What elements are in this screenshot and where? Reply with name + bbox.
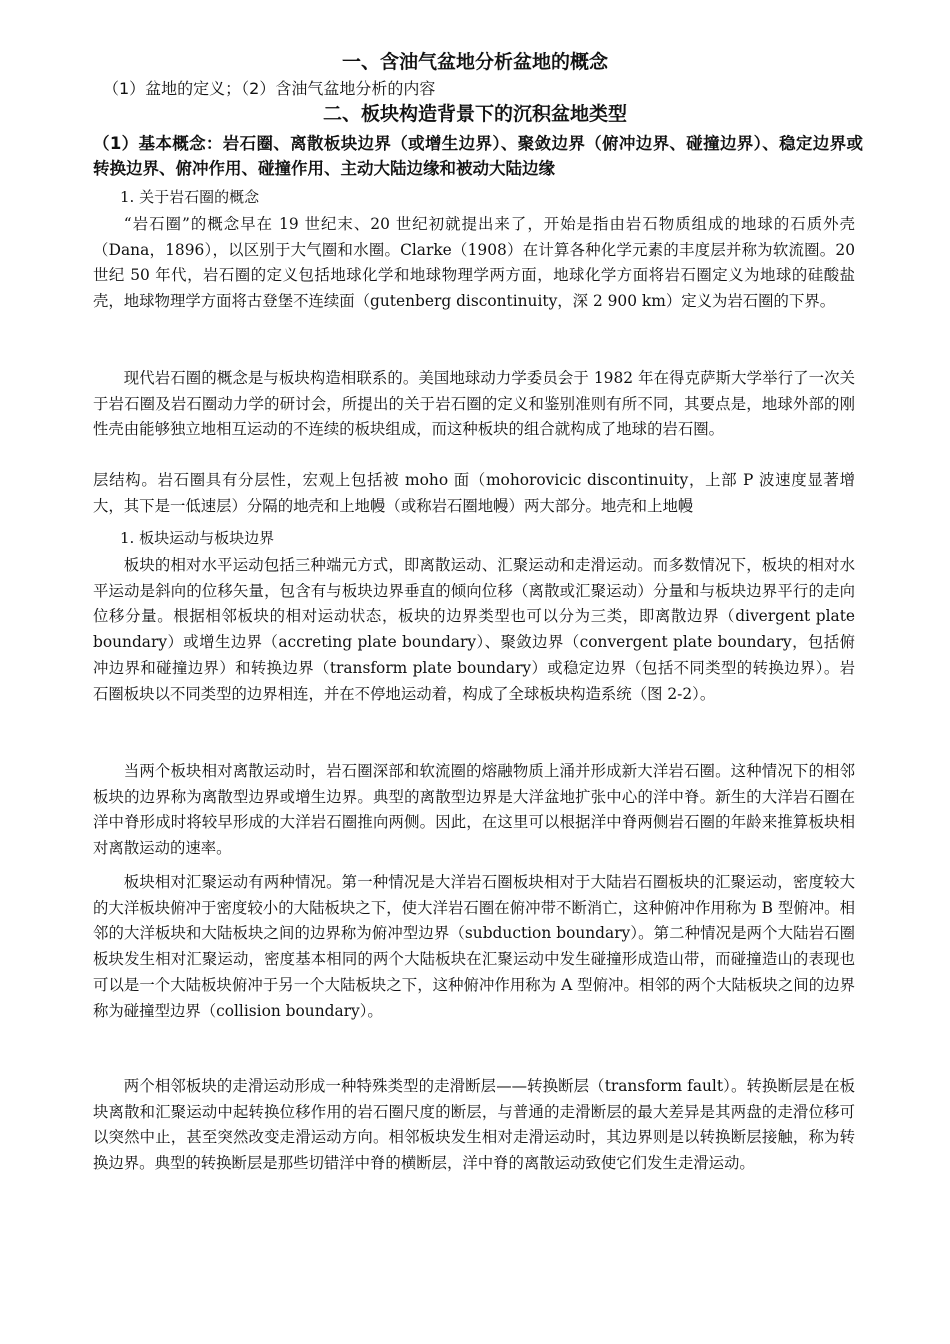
paragraph-transform-boundary: 两个相邻板块的走滑运动形成一种特殊类型的走滑断层——转换断层（transform fault）。转换断层是在板块离散和汇聚运动中起转换位移作用的岩石圈尺度的断层，与普通的走滑断层的最大差异是其两盘的走滑位移可以突然中止，甚至突然改变走滑运动方向。相邻板块发生相对走滑运动时，其边界则是以转换断层接触，称为转换边界。典型的转换断层是那些切错洋中脊的横断层，洋中脊的离散运动致使它们发生走滑运动。 <box>93 1077 855 1173</box>
subtitle-basin-definition: （1）盆地的定义；（2）含油气盆地分析的内容 <box>103 79 436 98</box>
paragraph-divergent-boundary: 当两个板块相对离散运动时，岩石圈深部和软流圈的熔融物质上涌并形成新大洋岩石圈。这种情况下的相邻板块的边界称为离散型边界或增生边界。典型的离散型边界是大洋盆地扩张中心的洋中脊。新生的大洋岩石圈在洋中脊形成时将较早形成的大洋岩石圈推向两侧。因此，在这里可以根据洋中脊两侧岩石圈的年龄来推算板块相对离散运动的速率。 <box>93 762 855 858</box>
paragraph-layer-structure: 层结构。岩石圈具有分层性，宏观上包括被 moho 面（mohorovicic discontinuity，上部 P 波速度显著增大，其下是一低速层）分隔的地壳和上地幔（或称岩石圈地幔）两大部分。地壳和上地幔 <box>93 471 855 515</box>
paragraph-plate-motion: 板块的相对水平运动包括三种端元方式，即离散运动、汇聚运动和走滑运动。而多数情况下，板块的相对水平运动是斜向的位移矢量，包含有与板块边界垂直的倾向位移（离散或汇聚运动）分量和与板块边界平行的走向位移分量。根据相邻板块的相对运动状态，板块的边界类型也可以分为三类，即离散边界（divergent plate boundary）或增生边界（accreting plate boundary）、聚敛边界（convergent plate boundary，包括俯冲边界和碰撞边界）和转换边界（transform plate boundary）或稳定边界（包括不同类型的转换边界）。岩石圈板块以不同类型的边界相连，并在不停地运动着，构成了全球板块构造系统（图 2-2）。 <box>93 556 855 703</box>
section-heading-lithosphere: 1. 关于岩石圈的概念 <box>120 188 260 206</box>
section-heading-plate-boundaries: 1. 板块运动与板块边界 <box>120 529 275 547</box>
paragraph-convergent-boundary: 板块相对汇聚运动有两种情况。第一种情况是大洋岩石圈板块相对于大陆岩石圈板块的汇聚运动，密度较大的大洋板块俯冲于密度较小的大陆板块之下，使大洋岩石圈在俯冲带不断消亡，这种俯冲作用称为 B 型俯冲。相邻的大洋板块和大陆板块之间的边界称为俯冲型边界（subduction boundary）。第二种情况是两个大陆岩石圈板块发生相对汇聚运动，密度基本相同的两个大陆板块在汇聚运动中发生碰撞形成造山带，而碰撞造山的表现也可以是一个大陆板块俯冲于另一个大陆板块之下，这种俯冲作用称为 A 型俯冲。相邻的两个大陆板块之间的边界称为碰撞型边界（collision boundary）。 <box>93 873 855 1020</box>
title-basin-types: 二、板块构造背景下的沉积盆地类型 <box>322 103 627 125</box>
paragraph-lithosphere-history: “岩石圈”的概念早在 19 世纪末、20 世纪初就提出来了，开始是指由岩石物质组成的地球的石质外壳（Dana，1896），以区别于大气圈和水圈。Clarke（1908）在计算各种化学元素的丰度层并称为软流圈。20 世纪 50 年代，岩石圈的定义包括地球化学和地球物理学两方面，地球化学方面将岩石圈定义为地球的硅酸盐壳，地球物理学方面将古登堡不连续面（gutenberg discontinuity，深 2 900 km）定义为岩石圈的下界。 <box>93 215 855 311</box>
title-basin-concept: 一、含油气盆地分析盆地的概念 <box>341 51 608 73</box>
paragraph-modern-lithosphere: 现代岩石圈的概念是与板块构造相联系的。美国地球动力学委员会于 1982 年在得克萨斯大学举行了一次关于岩石圈及岩石圈动力学的研讨会，所提出的关于岩石圈的定义和鉴别准则有所不同，其要点是，地球外部的刚性壳由能够独立地相互运动的不连续的板块组成，而这种板块的组合就构成了地球的岩石圈。 <box>93 369 855 439</box>
basic-concepts-line: （1）基本概念：岩石圈、离散板块边界（或增生边界）、聚敛边界（俯冲边界、碰撞边界）、稳定边界或转换边界、俯冲作用、碰撞作用、主动大陆边缘和被动大陆边缘 <box>93 134 863 178</box>
